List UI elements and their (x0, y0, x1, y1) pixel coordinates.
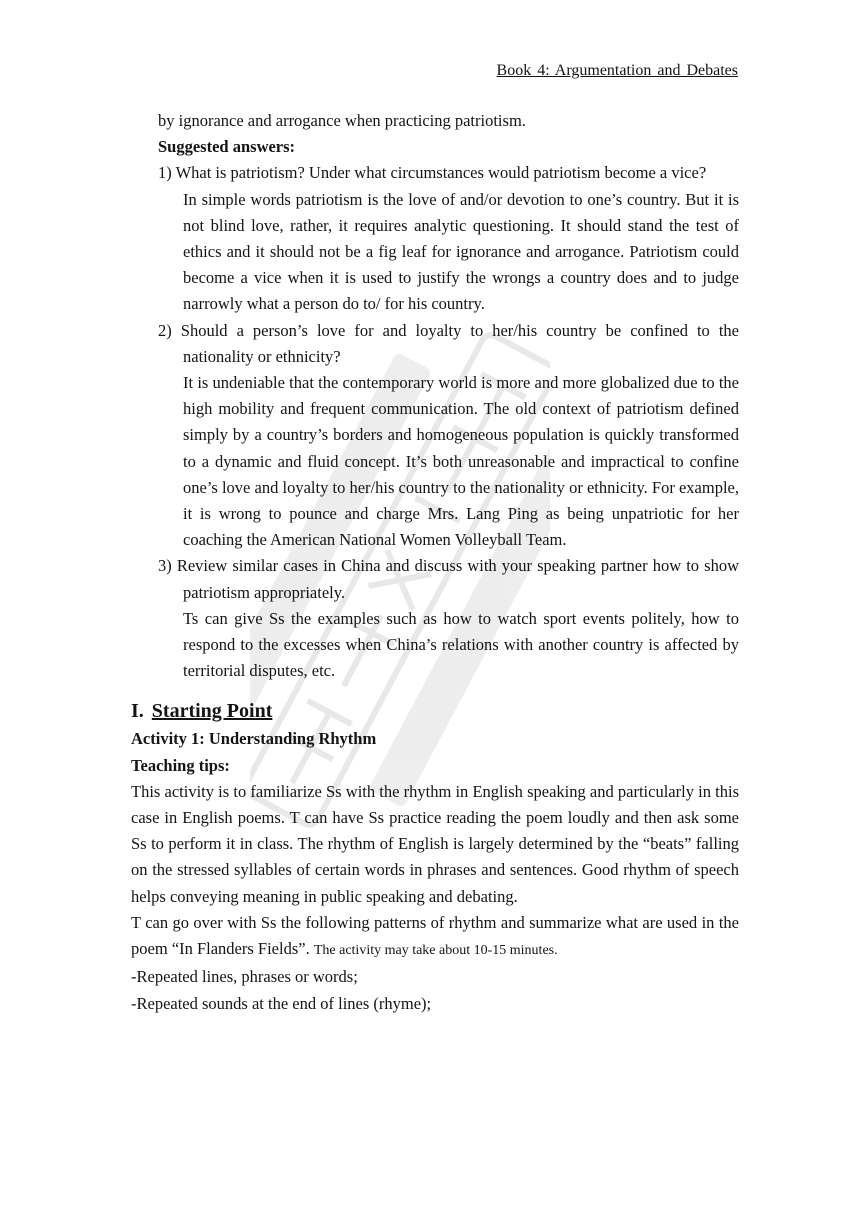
page-content (131, 108, 739, 1017)
list-item-1: -Repeated lines, phrases or words; (131, 967, 358, 987)
question-2: 2) Should a person’s love for and loyalty to her/his country be confined to the nationality or ethnicity? (158, 320, 739, 366)
activity-heading: Activity 1: Understanding Rhythm (131, 729, 377, 749)
paragraph-2-duration: The activity may take about 10-15 minutes. (313, 943, 558, 959)
suggested-answers-heading: Suggested answers: (158, 137, 296, 157)
paragraph-2-main: T can go over with Ss the following patterns of rhythm and summarize what are used in the poem “In Flanders Fields”. (131, 912, 739, 959)
activity-paragraph-2 (131, 910, 739, 964)
section-number: I. (131, 700, 144, 723)
running-header: Book 4: Argumentation and Debates (496, 62, 738, 79)
section-heading (131, 696, 739, 726)
question-1: 1) What is patriotism? Under what circumstances would patriotism become a vice? (158, 163, 707, 183)
list-item-2: -Repeated sounds at the end of lines (rhyme); (131, 993, 432, 1013)
activity-paragraph-1: This activity is to familiarize Ss with the rhythm in English speaking and particularly in this case in English poems. T can have Ss practice reading the poem loudly and then ask some Ss to perform it in class. The rhythm of English is largely determined by the “beats” falling on the stressed syllables of certain words in phrases and sentences. Good rhythm of speech helps conveying meaning in public speaking and debating. (131, 781, 739, 906)
section-title: Starting Point (151, 700, 273, 723)
answer-1: In simple words patriotism is the love of and/or devotion to one’s country. But it is not blind love, rather, it requires analytic questioning. It should stand the test of ethics and it should not be a fig leaf for ignorance and arrogance. Patriotism could become a vice when it is used to justify the wrongs a country does and to judge narrowly what a person do to/ for his country. (183, 189, 739, 314)
continuation-text: by ignorance and arrogance when practicing patriotism. (158, 111, 526, 130)
teaching-tips-heading: Teaching tips: (131, 755, 230, 775)
answer-2: It is undeniable that the contemporary world is more and more globalized due to the high mobility and frequent communication. The old context of patriotism defined simply by a country’s borders and homogeneous population is quickly transformed to a dynamic and fluid concept. It’s both unreasonable and impractical to confine one’s love and loyalty to her/his country to the nationality or ethnicity. For example, it is wrong to pounce and charge Mrs. Lang Ping as being unpatriotic for her coaching the American National Women Volleyball Team. (183, 373, 739, 550)
answer-3: Ts can give Ss the examples such as how to watch sport events politely, how to respond to the excesses when China’s relations with another country is affected by territorial disputes, etc. (183, 608, 739, 681)
question-3: 3) Review similar cases in China and discuss with your speaking partner how to show patriotism appropriately. (158, 556, 739, 602)
